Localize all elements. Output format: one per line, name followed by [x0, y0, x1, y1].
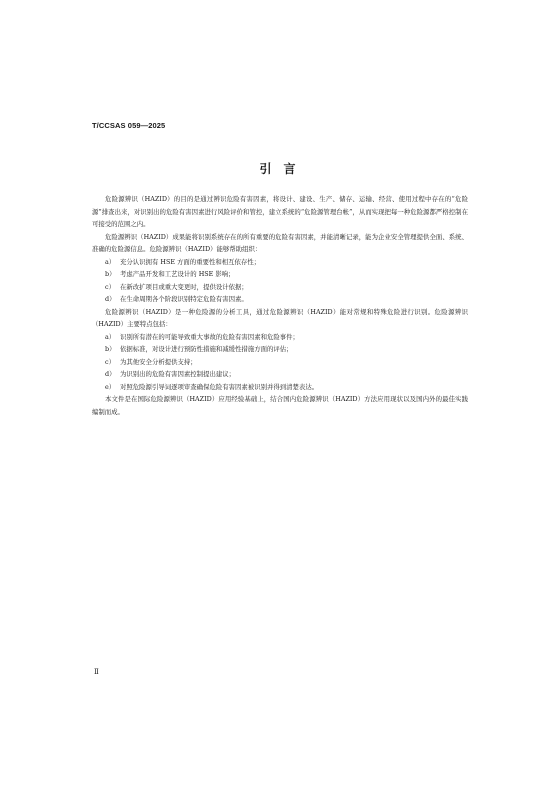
list-marker: e） — [105, 382, 116, 391]
list-item — [92, 331, 468, 344]
list-marker: b） — [105, 270, 116, 278]
list-item — [92, 268, 468, 281]
list-item — [92, 368, 468, 381]
list-item — [92, 293, 468, 306]
list-item — [92, 281, 468, 294]
list-marker: d） — [105, 370, 116, 378]
list-marker: b） — [105, 345, 116, 353]
features-list — [92, 331, 468, 394]
list-item-text: 为其他安全分析提供支持； — [120, 357, 197, 366]
section-title: 引 言 — [259, 162, 296, 176]
list-item — [92, 256, 468, 269]
list-item-text: 考虑产品开发和工艺设计的 HSE 影响； — [120, 270, 235, 278]
list-item-text: 在生命周期各个阶段识别特定危险有害因素。 — [120, 295, 248, 303]
list-item — [92, 356, 468, 369]
list-marker: c） — [105, 357, 115, 366]
paragraph-basis: 本文件是在国际危险源辨识（HAZID）应用经验基础上，结合国内危险源辨识（HAZID）方法应用现状以及国内外的最佳实践编制而成。 — [92, 395, 468, 416]
list-marker: c） — [105, 282, 115, 291]
document-body — [92, 193, 468, 418]
list-item-text: 充分认识拥有 HSE 方面的重要性和相互依存性； — [120, 257, 261, 266]
page-number: Ⅱ — [94, 668, 99, 676]
paragraph-features: 危险源辨识（HAZID）是一种危险源的分析工具，通过危险源辨识（HAZID）能对常规和特殊危险进行识别。危险源辨识（HAZID）主要特点包括： — [92, 307, 468, 328]
paragraph-purpose: 危险源辨识（HAZID）的目的是通过辨识危险有害因素，将设计、建设、生产、储存、运输、经营、使用过程中存在的“危险源”排查出来，对识别出的危险有害因素进行风险评价和管控，建立系统的“危险源管理台帐”，从而实现把每一种危险源都严格控制在可接受的范围之内。 — [92, 195, 468, 228]
list-item — [92, 381, 468, 394]
paragraph-benefits: 危险源辨识（HAZID）成果能将识别系统存在的所有重要的危险有害因素，并能清晰记录，能为企业安全管理提供全面、系统、准确的危险源信息。危险源辨识（HAZID）能够帮助组织： — [92, 232, 468, 253]
list-item-text: 对照危险源引导词逐项审查确保危险有害因素被识别并得到清楚表达。 — [120, 382, 319, 391]
benefits-list — [92, 256, 468, 306]
list-item-text: 在新改扩项目或重大变更时，提供设计依据； — [120, 282, 248, 291]
list-marker: d） — [105, 295, 116, 303]
list-item-text: 依据标准，对设计进行预防性措施和减缓性措施方面的评估； — [120, 345, 293, 353]
document-code: T/CCSAS 059—2025 — [92, 121, 166, 130]
list-item-text: 为识别出的危险有害因素控制提出建议； — [120, 370, 236, 378]
list-marker: a） — [105, 332, 116, 341]
list-item — [92, 343, 468, 356]
list-item-text: 识别所有潜在的可能导致重大事故的危险有害因素和危险事件； — [120, 332, 299, 341]
list-marker: a） — [105, 257, 116, 266]
